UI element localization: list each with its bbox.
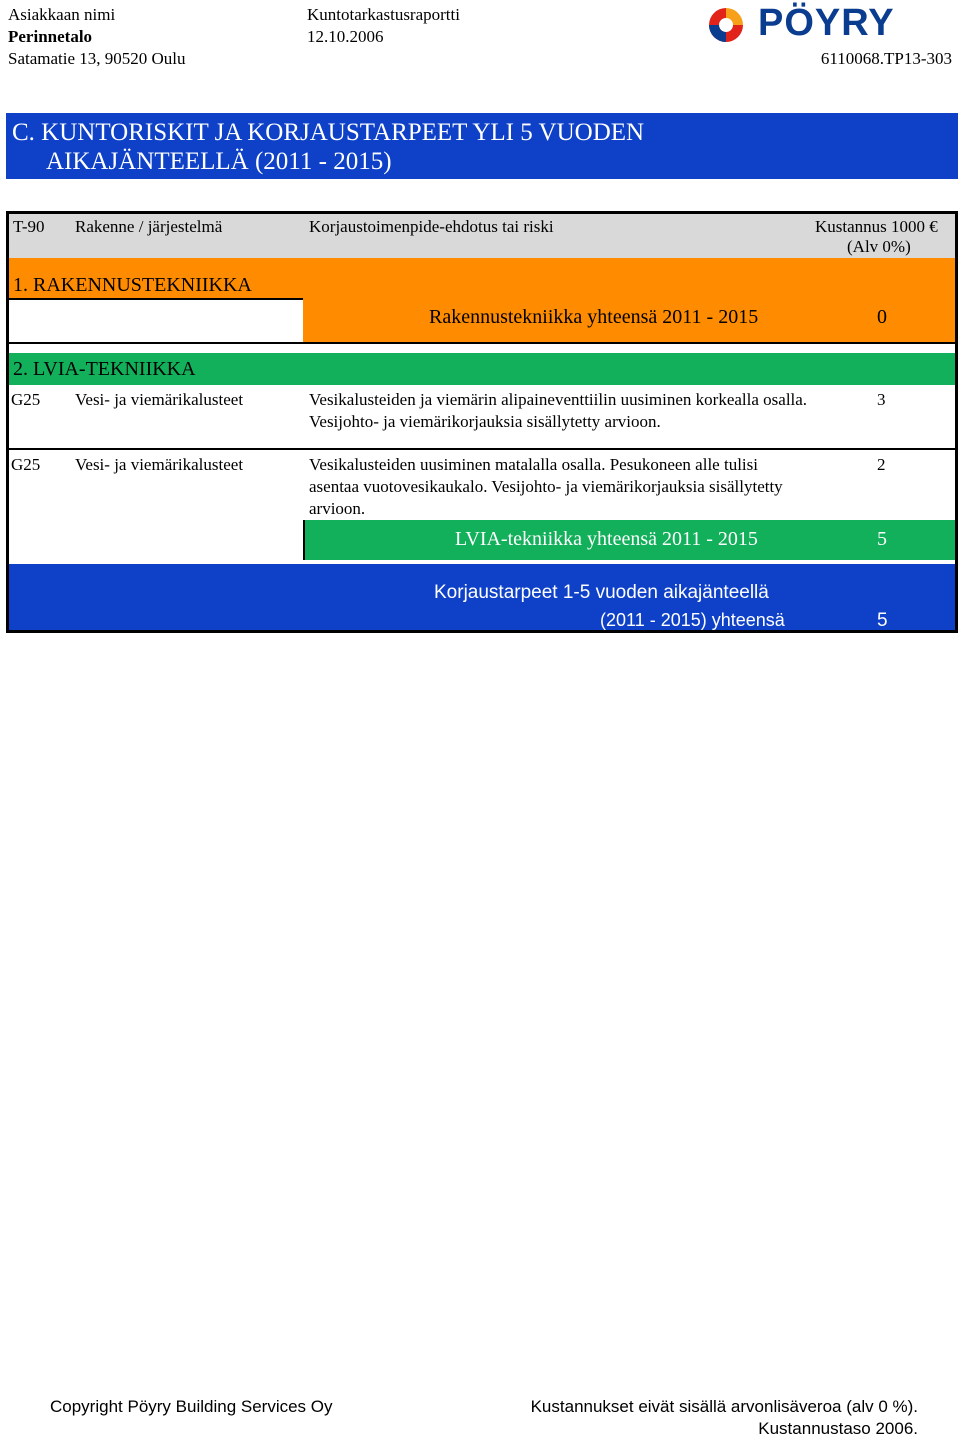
row-cost: 3 [877, 390, 886, 409]
section-rakennustekniikka [9, 258, 955, 344]
lvia-total-value: 5 [877, 528, 887, 550]
section1-blank [9, 298, 303, 346]
row-structure: Vesi- ja viemärikalusteet [75, 390, 244, 409]
grand-total-value: 5 [877, 610, 888, 631]
footer-copyright: Copyright Pöyry Building Services Oy [50, 1397, 333, 1416]
grand-total-bar [9, 564, 955, 630]
row-action: Vesikalusteiden uusiminen matalalla osalla. Pesukoneen alle tulisi asentaa vuotovesikaukalo. Vesijohto- ja viemärikorjauksia sisällytetty arvioon. [309, 455, 783, 518]
table-header [9, 214, 955, 258]
section1-label: 1. RAKENNUSTEKNIIKKA [13, 274, 252, 296]
report-code: 6110068.TP13-303 [820, 49, 952, 68]
section2-label: 2. LVIA-TEKNIIKKA [13, 358, 196, 380]
lvia-total-blank [9, 520, 305, 560]
col-structure: Rakenne / järjestelmä [75, 217, 223, 236]
logo-wordmark: PÖYRY [758, 2, 895, 44]
col-code: T-90 [13, 217, 45, 236]
col-cost-1: Kustannus 1000 € [815, 217, 938, 236]
lvia-total-bar [305, 520, 955, 560]
footer-vat-note: Kustannukset eivät sisällä arvonlisäveroa (alv 0 %). [530, 1397, 918, 1416]
client-label: Asiakkaan nimi [8, 5, 116, 24]
footer-price-level: Kustannustaso 2006. [758, 1419, 918, 1438]
client-info [8, 4, 186, 70]
col-cost-2: (Alv 0%) [847, 237, 911, 256]
client-address: Satamatie 13, 90520 Oulu [8, 49, 186, 68]
section-lvia [9, 353, 955, 385]
client-name: Perinnetalo [8, 27, 93, 46]
poyry-logo [700, 4, 950, 44]
footer-notes [531, 1396, 918, 1440]
row-code: G25 [11, 455, 41, 474]
section1-total-value: 0 [877, 306, 887, 328]
report-type: Kuntotarkastusraportti [307, 5, 460, 24]
row-action: Vesikalusteiden ja viemärin alipaineventtiilin uusiminen korkealla osalla. Vesijohto- ja viemärikorjauksia sisällytetty arvioon. [309, 390, 808, 431]
title-line-1: C. KUNTORISKIT JA KORJAUSTARPEET YLI 5 VUODEN [12, 119, 645, 146]
grand-total-line-2: (2011 - 2015) yhteensä [600, 610, 785, 630]
section-title [6, 113, 958, 179]
row-code: G25 [11, 390, 41, 409]
col-action: Korjaustoimenpide-ehdotus tai riski [309, 217, 554, 236]
section1-total-label: Rakennustekniikka yhteensä 2011 - 2015 [429, 306, 759, 328]
lvia-total-label: LVIA-tekniikka yhteensä 2011 - 2015 [455, 528, 758, 550]
row-cost: 2 [877, 455, 886, 474]
repair-table [6, 211, 958, 633]
report-date: 12.10.2006 [307, 27, 384, 46]
grand-total-line-1: Korjaustarpeet 1-5 vuoden aikajänteellä [434, 582, 769, 603]
row-structure: Vesi- ja viemärikalusteet [75, 455, 244, 474]
row-separator [9, 448, 955, 450]
logo-swirl-icon [700, 4, 752, 46]
title-line-2: AIKAJÄNTEELLÄ (2011 - 2015) [46, 148, 392, 175]
report-info [307, 4, 460, 48]
